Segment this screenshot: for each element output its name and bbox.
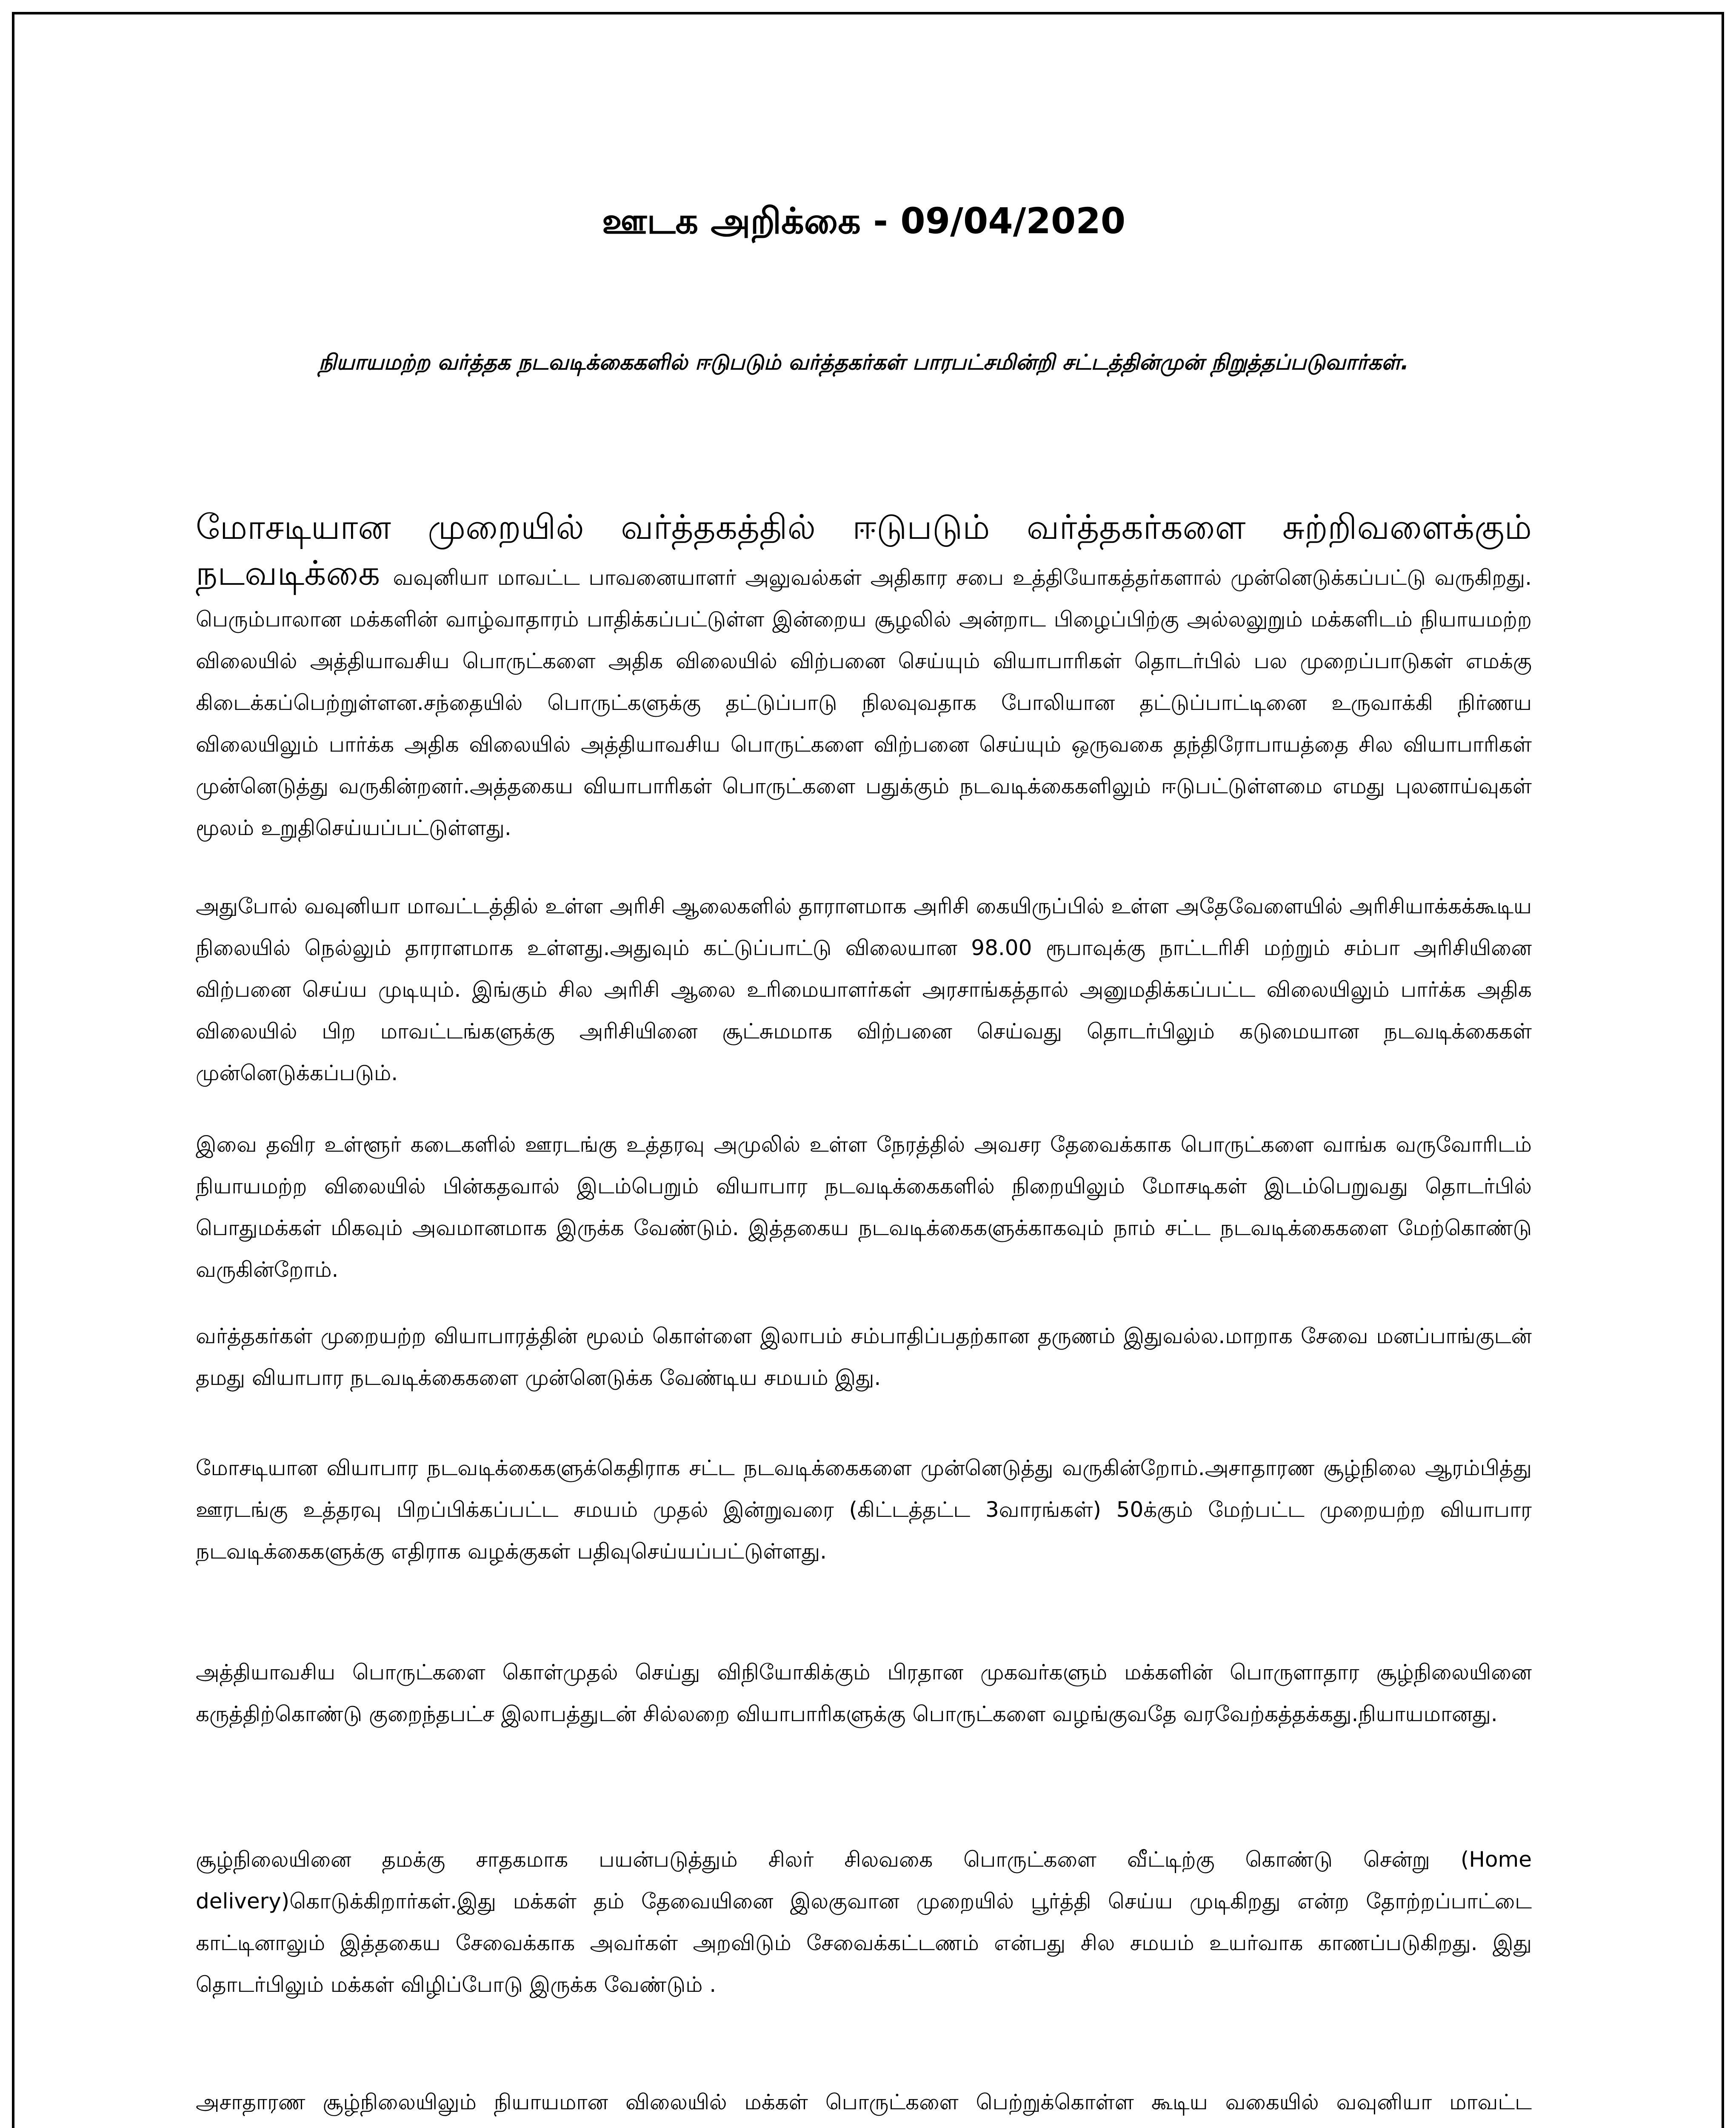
paragraph-5-text: மோசடியான வியாபார நடவடிக்கைகளுக்கெதிராக சட்ட நடவடிக்கைகளை முன்னெடுத்து வருகின்றோம்.அசாதாரண சூழ்நிலை ஆரம்பித்து ஊரடங்கு உத்தரவு பிறப்பிக்கப்பட்ட சமயம் முதல் இன்றுவரை (கிட்டத்தட்ட 3வாரங்கள்) 50க்கும் மேற்பட்ட முறையற்ற வியாபார நடவடிக்கைகளுக்கு எதிராக வழக்குகள் பதிவுசெய்யப்பட்டுள்ளது. [196,1456,1532,1564]
paragraph-6-text: அத்தியாவசிய பொருட்களை கொள்முதல் செய்து விநியோகிக்கும் பிரதான முகவர்களும் மக்களின் பொருளாதார சூழ்நிலையினை கருத்திற்கொண்டு குறைந்தபட்ச இலாபத்துடன் சில்லறை வியாபாரிகளுக்கு பொருட்களை வழங்குவதே வரவேற்கத்தக்கது.நியாயமானது. [196,1660,1532,1726]
document-title: ஊடக அறிக்கை - 09/04/2020 [602,200,1126,242]
paragraph-1-lead: மோசடியான முறையில் வர்த்தகத்தில் ஈடுபடும் வர்த்தகர்களை சுற்றிவளைக்கும் நடவடிக்கை [196,507,1532,593]
paragraph-7 [196,1839,1532,2005]
paragraph-4-text: வர்த்தகர்கள் முறையற்ற வியாபாரத்தின் மூலம் கொள்ளை இலாபம் சம்பாதிப்பதற்கான தருணம் இதுவல்ல.மாறாக சேவை மனப்பாங்குடன் தமது வியாபார நடவடிக்கைகளை முன்னெடுக்க வேண்டிய சமயம் இது. [196,1324,1532,1390]
document-subtitle: நியாயமற்ற வர்த்தக நடவடிக்கைகளில் ஈடுபடும் வர்த்தகர்கள் பாரபட்சமின்றி சட்டத்தின்முன் நிறுத்தப்படுவார்கள். [319,350,1409,375]
paragraph-6 [196,1651,1532,1735]
paragraph-3-text: இவை தவிர உள்ளூர் கடைகளில் ஊரடங்கு உத்தரவு அமுலில் உள்ள நேரத்தில் அவசர தேவைக்காக பொருட்களை வாங்க வருவோரிடம் நியாயமற்ற விலையில் பின்கதவால் இடம்பெறும் வியாபார நடவடிக்கைகளில் நிறையிலும் மோசடிகள் இடம்பெறுவது தொடர்பில் பொதுமக்கள் மிகவும் அவமானமாக இருக்க வேண்டும். இத்தகைய நடவடிக்கைகளுக்காகவும் நாம் சட்ட நடவடிக்கைகளை மேற்கொண்டு வருகின்றோம். [196,1132,1532,1282]
paragraph-2 [196,885,1532,1094]
paragraph-2-text: அதுபோல் வவுனியா மாவட்டத்தில் உள்ள அரிசி ஆலைகளில் தாராளமாக அரிசி கையிருப்பில் உள்ள அதேவேளையில் அரிசியாக்கக்கூடிய நிலையில் நெல்லும் தாராளமாக உள்ளது.அதுவும் கட்டுப்பாட்டு விலையான 98.00 ரூபாவுக்கு நாட்டரிசி மற்றும் சம்பா அரிசியினை விற்பனை செய்ய முடியும். இங்கும் சில அரிசி ஆலை உரிமையாளர்கள் அரசாங்கத்தால் அனுமதிக்கப்பட்ட விலையிலும் பார்க்க அதிக விலையில் பிற மாவட்டங்களுக்கு அரிசியினை சூட்சுமமாக விற்பனை செய்வது தொடர்பிலும் கடுமையான நடவடிக்கைகள் முன்னெடுக்கப்படும். [196,894,1532,1085]
paragraph-1-text: வவுனியா மாவட்ட பாவனையாளர் அலுவல்கள் அதிகார சபை உத்தியோகத்தர்களால் முன்னெடுக்கப்பட்டு வருகிறது. பெரும்பாலான மக்களின் வாழ்வாதாரம் பாதிக்கப்பட்டுள்ள இன்றைய சூழலில் அன்றாட பிழைப்பிற்கு அல்லலுறும் மக்களிடம் நியாயமற்ற விலையில் அத்தியாவசிய பொருட்களை அதிக விலையில் விற்பனை செய்யும் வியாபாரிகள் தொடர்பில் பல முறைப்பாடுகள் எமக்கு கிடைக்கப்பெற்றுள்ளன.சந்தையில் பொருட்களுக்கு தட்டுப்பாடு நிலவுவதாக போலியான தட்டுப்பாட்டினை உருவாக்கி நிர்ணய விலையிலும் பார்க்க அதிக விலையில் அத்தியாவசிய பொருட்களை விற்பனை செய்யும் ஒருவகை தந்திரோபாயத்தை சில வியாபாரிகள் முன்னெடுத்து வருகின்றனர்.அத்தகைய வியாபாரிகள் பொருட்களை பதுக்கும் நடவடிக்கைகளிலும் ஈடுபட்டுள்ளமை எமது புலனாய்வுகள் மூலம் உறுதிசெய்யப்பட்டுள்ளது. [196,565,1532,840]
paragraph-8-text: அசாதாரண சூழ்நிலையிலும் நியாயமான விலையில் மக்கள் பொருட்களை பெற்றுக்கொள்ள கூடிய வகையில் வவுனியா மாவட்ட [196,2090,1532,2114]
paragraph-4 [196,1315,1532,1399]
paragraph-7-text: சூழ்நிலையினை தமக்கு சாதகமாக பயன்படுத்தும் சிலர் சிலவகை பொருட்களை வீட்டிற்கு கொண்டு சென்று (Home delivery)கொடுக்கிறார்கள்.இது மக்கள் தம் தேவையினை இலகுவான முறையில் பூர்த்தி செய்ய முடிகிறது என்ற தோற்றப்பாட்டை காட்டினாலும் இத்தகைய சேவைக்காக அவர்கள் அறவிடும் சேவைக்கட்டணம் என்பது சில சமயம் உயர்வாக காணப்படுகிறது. இது தொடர்பிலும் மக்கள் விழிப்போடு இருக்க வேண்டும் . [196,1847,1532,1997]
paragraph-3 [196,1124,1532,1290]
paragraph-8 [196,2081,1532,2128]
paragraph-5 [196,1447,1532,1572]
paragraph-1 [196,506,1532,849]
